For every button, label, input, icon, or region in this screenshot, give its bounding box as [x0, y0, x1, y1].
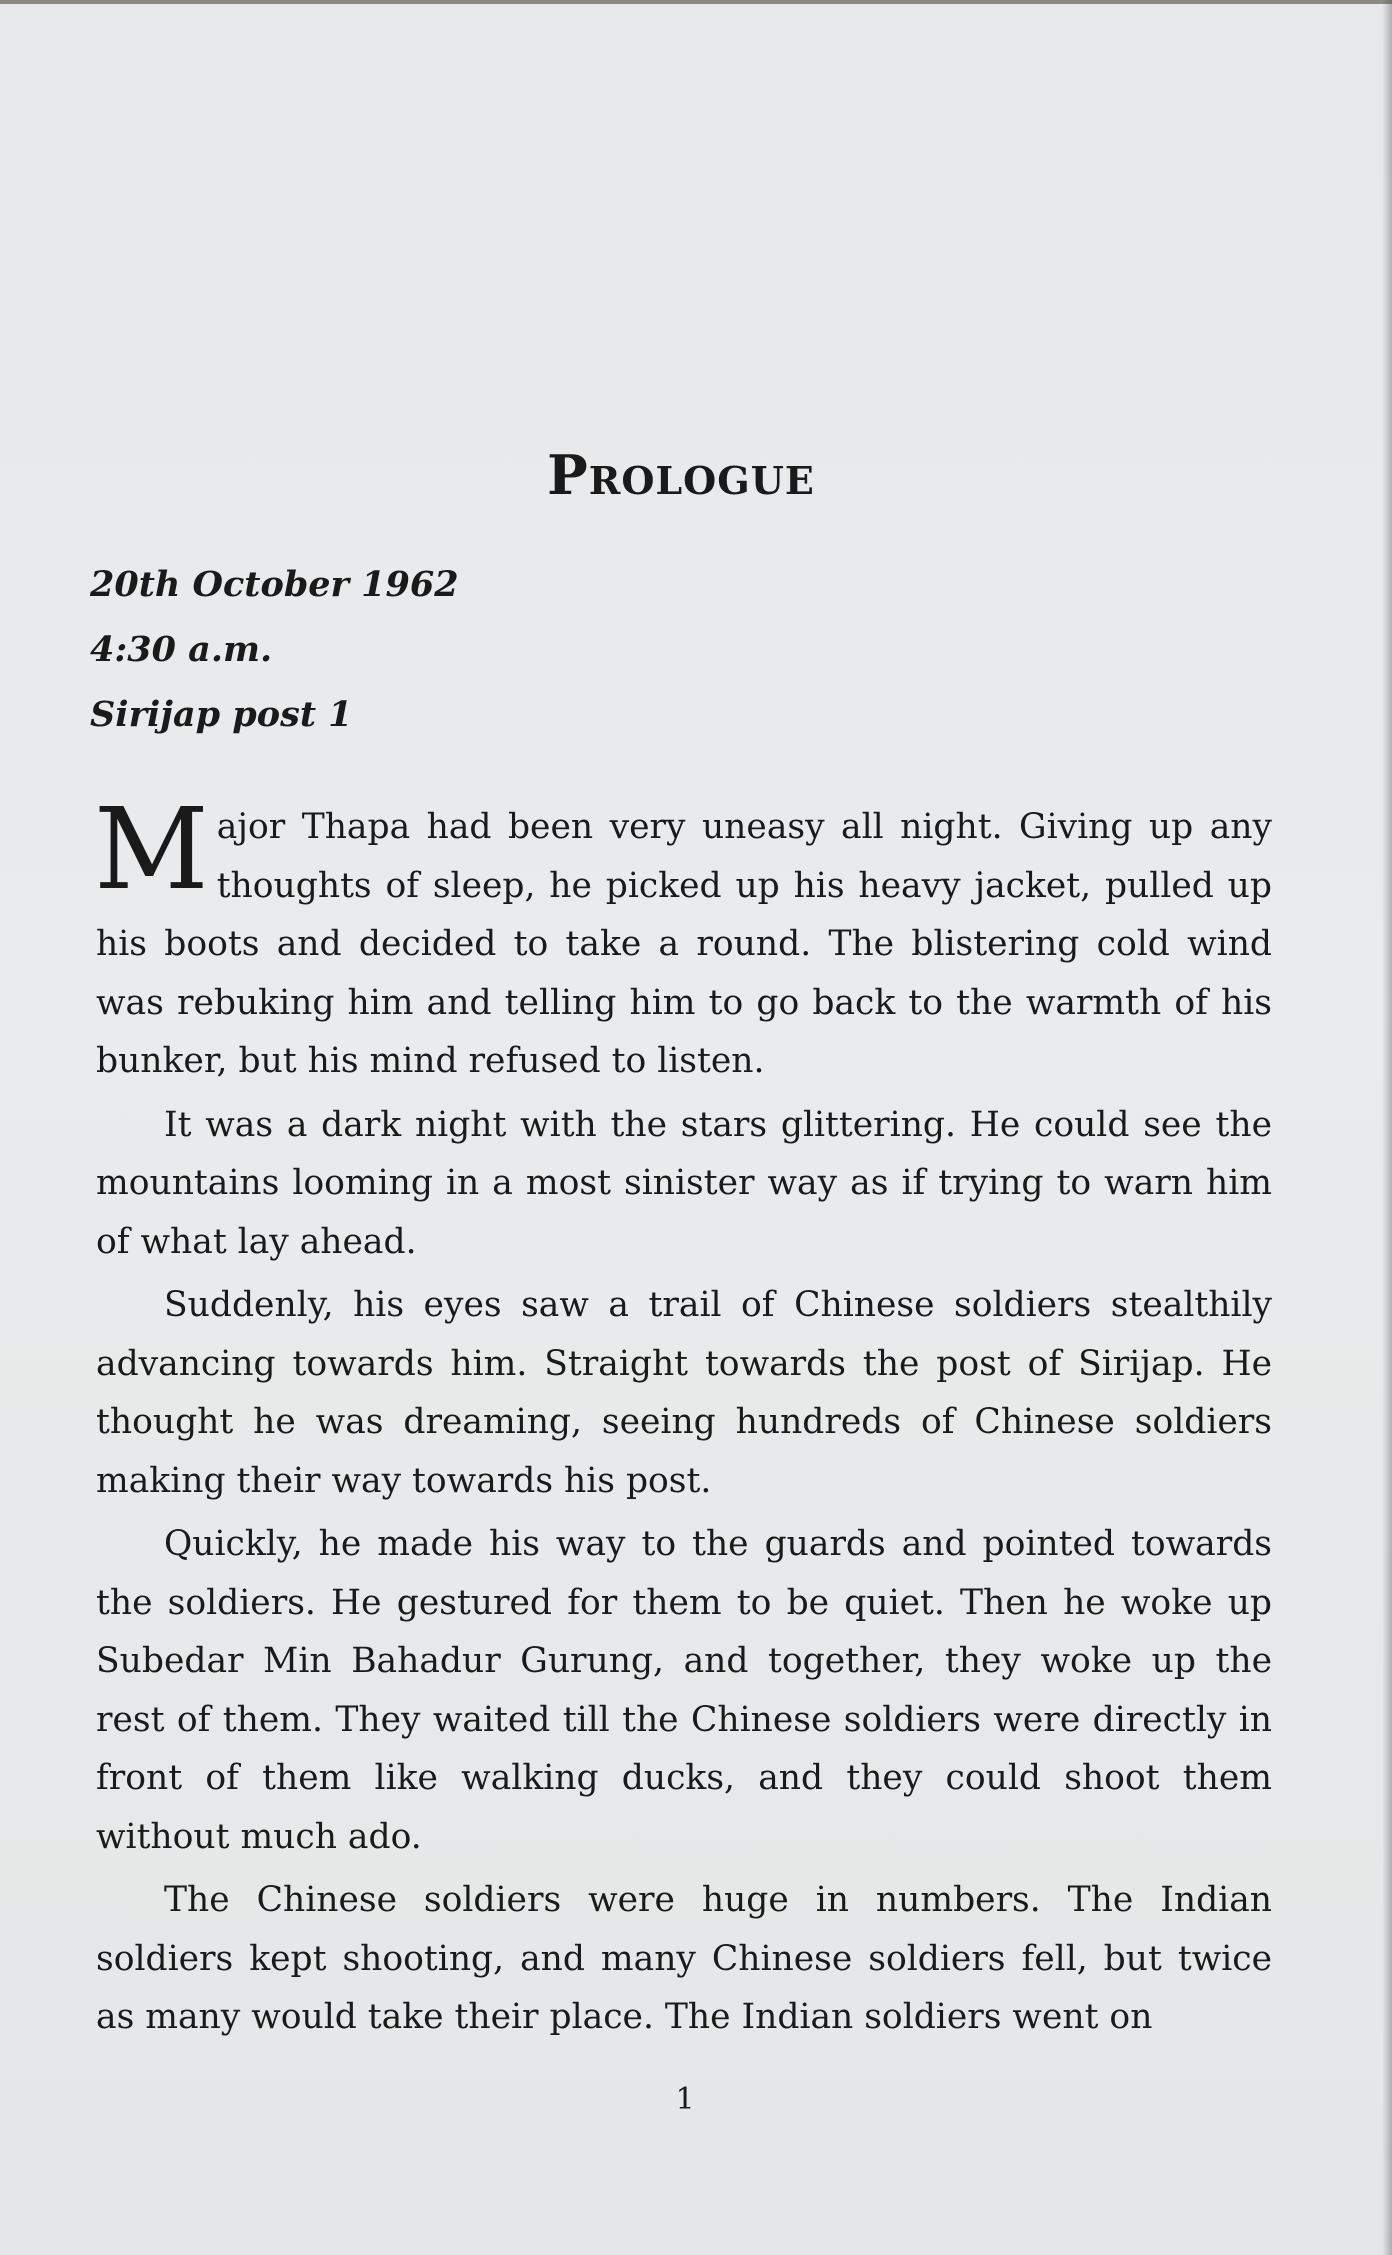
dateline-place: Sirijap post 1: [90, 694, 353, 735]
chapter-dateline: [90, 552, 690, 747]
paragraph-5: The Chinese soldiers were huge in numbers. The Indian soldiers kept shooting, and many Chinese soldiers fell, but twice as many would take their place. The Indian soldiers went on: [96, 1880, 1272, 2037]
dateline-time: 4:30 a.m.: [90, 629, 273, 670]
body-text: [94, 785, 1272, 2052]
paragraph-4: Quickly, he made his way to the guards and pointed towards the soldiers. He gestured for them to be quiet. Then he woke up Subedar Min Bahadur Gurung, and together, they woke up the rest of them. They waited till the Chinese soldiers were directly in front of them like walking ducks, and they could shoot them without much ado.: [96, 1524, 1272, 1857]
dateline-date: 20th October 1962: [90, 564, 459, 605]
drop-cap: M: [94, 785, 209, 915]
paragraph-3: Suddenly, his eyes saw a trail of Chinese soldiers stealthily advancing towards him. Straight towards the post of Sirijap. He thought he was dreaming, seeing hundreds of Chinese soldiers making their way towards his post.: [96, 1285, 1272, 1501]
page-right-edge-shadow: [1382, 0, 1392, 2255]
paragraph-1-text: ajor Thapa had been very uneasy all night. Giving up any thoughts of sleep, he picked up his heavy jacket, pulled up his boots and decided to take a round. The blistering cold wind was rebuking him and telling him to go back to the warmth of his bunker, but his mind refused to listen.: [96, 807, 1272, 1081]
page-number: 1: [675, 2082, 695, 2117]
paragraph-1: [94, 785, 1272, 1091]
page-top-edge: [0, 0, 1392, 4]
chapter-title: Prologue: [547, 443, 815, 507]
paragraph-2: It was a dark night with the stars glittering. He could see the mountains looming in a most sinister way as if trying to warn him of what lay ahead.: [96, 1104, 1272, 1262]
